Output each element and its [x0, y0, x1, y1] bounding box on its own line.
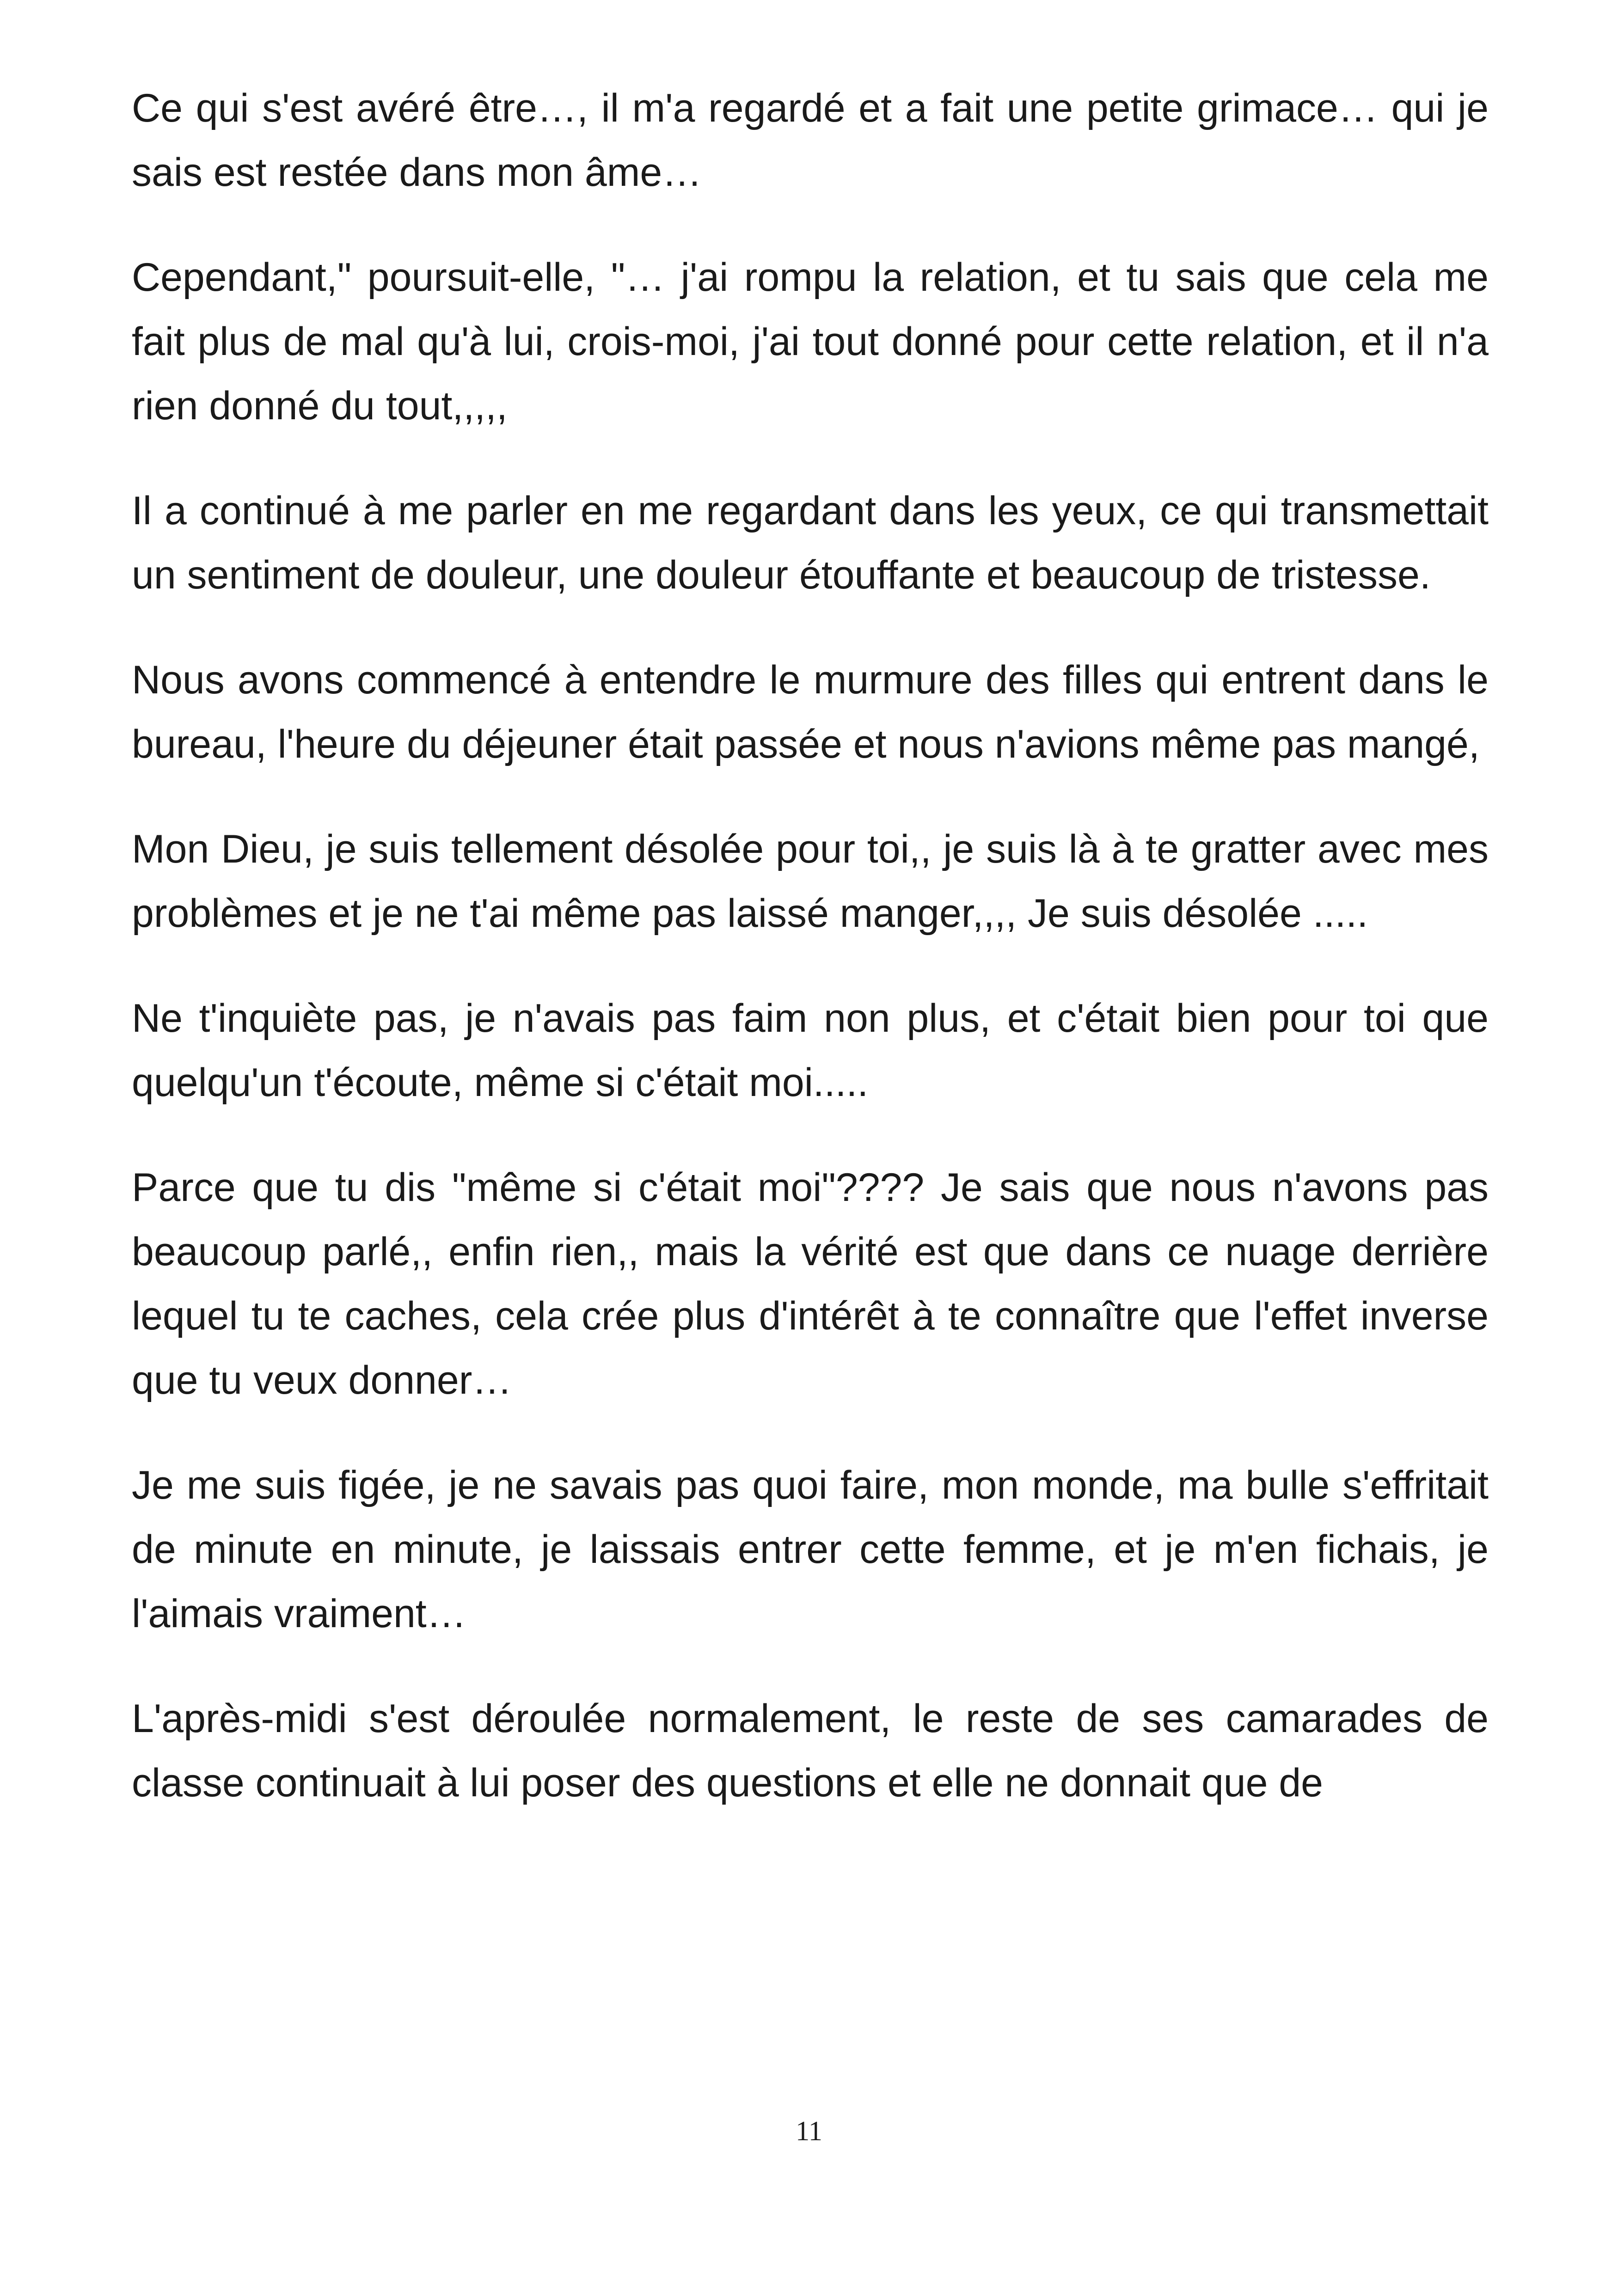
paragraph: Ne t'inquiète pas, je n'avais pas faim non plus, et c'était bien pour toi que quelqu'un t'écoute, même si c'était moi..... — [132, 996, 1489, 1105]
paragraph: Je me suis figée, je ne savais pas quoi faire, mon monde, ma bulle s'effritait de minute en minute, je laissais entrer cette femme, et je m'en fichais, je l'aimais vraiment… — [132, 1463, 1489, 1636]
paragraph: L'après-midi s'est déroulée normalement, le reste de ses camarades de classe continuait à lui poser des questions et elle ne donnait que de — [132, 1696, 1489, 1805]
paragraph: Parce que tu dis "même si c'était moi"???? Je sais que nous n'avons pas beaucoup parlé,, enfin rien,, mais la vérité est que dans ce nuage derrière lequel tu te caches, cela crée plus d'intérêt à te connaître que l'effet inverse que tu veux donner… — [132, 1165, 1489, 1402]
paragraph: Mon Dieu, je suis tellement désolée pour toi,, je suis là à te gratter avec mes problèmes et je ne t'ai même pas laissé manger,,,, Je suis désolée ..... — [132, 827, 1489, 936]
paragraph: Nous avons commencé à entendre le murmure des filles qui entrent dans le bureau, l'heure du déjeuner était passée et nous n'avions même pas mangé, — [132, 658, 1489, 766]
paragraph: Ce qui s'est avéré être…, il m'a regardé et a fait une petite grimace… qui je sais est restée dans mon âme… — [132, 86, 1489, 195]
page-number: 11 — [796, 2116, 822, 2146]
body-text — [132, 76, 1489, 1856]
paragraph: Il a continué à me parler en me regardant dans les yeux, ce qui transmettait un sentiment de douleur, une douleur étouffante et beaucoup de tristesse. — [132, 489, 1489, 597]
paragraph: Cependant," poursuit-elle, "… j'ai rompu la relation, et tu sais que cela me fait plus de mal qu'à lui, crois-moi, j'ai tout donné pour cette relation, et il n'a rien donné du tout,,,,, — [132, 255, 1489, 428]
